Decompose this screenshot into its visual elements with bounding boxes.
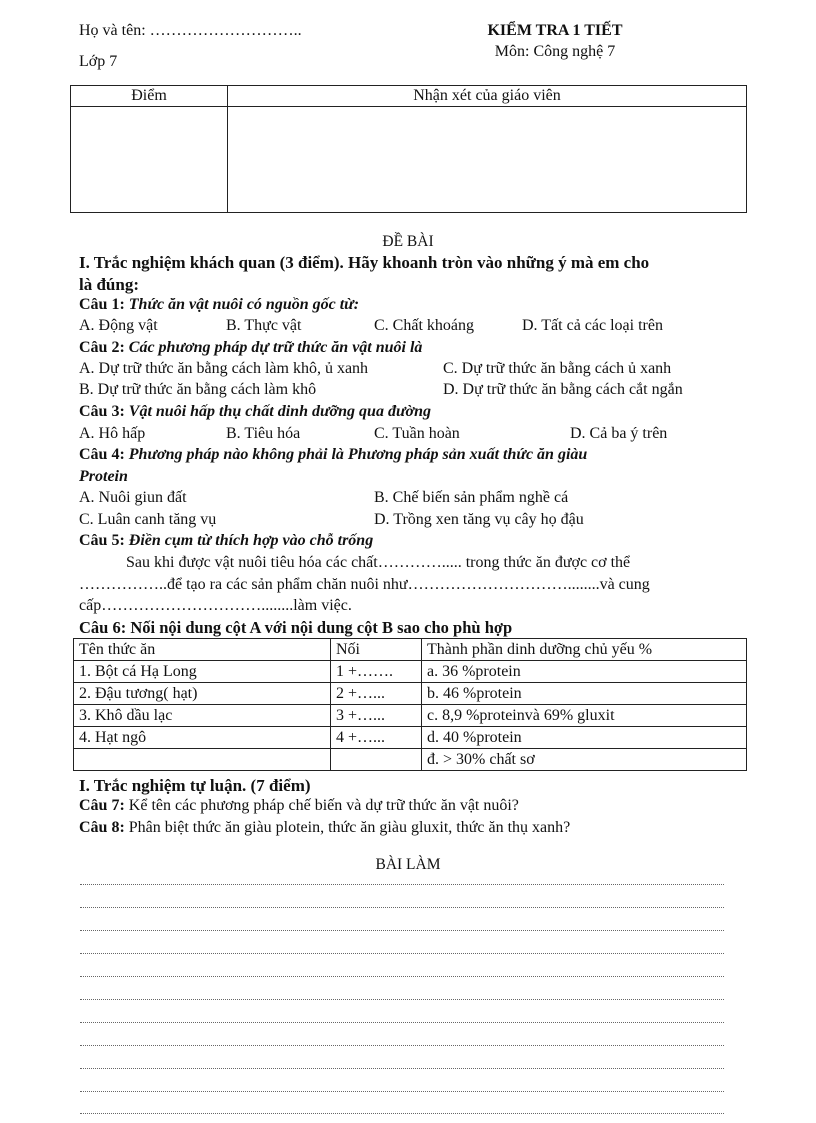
q4-text: Phương pháp nào không phải là Phương pháp sản xuất thức ăn giàu: [128, 446, 588, 463]
grade-table: [70, 85, 747, 213]
answer-line[interactable]: [80, 1022, 724, 1023]
section1-title-cont: là đúng:: [79, 275, 139, 294]
col-nutrition-header: Thành phần dinh dưỡng chủ yếu %: [422, 639, 747, 661]
q4-text-cont: Protein: [79, 468, 128, 485]
q2-option-a[interactable]: A. Dự trữ thức ăn bằng cách làm khô, ủ xanh: [79, 360, 369, 377]
q7-text: Kể tên các phương pháp chế biến và dự trữ thức ăn vật nuôi?: [128, 797, 519, 814]
col-match-header: Nối: [331, 639, 422, 661]
answer-line[interactable]: [80, 907, 724, 908]
match-cell: [331, 749, 422, 771]
q5-fill-line-3[interactable]: cấp…………………………........làm việc.: [79, 597, 352, 614]
nutrition-cell: d. 40 %protein: [422, 727, 747, 749]
food-cell: 4. Hạt ngô: [74, 727, 331, 749]
q2-text: Các phương pháp dự trữ thức ăn vật nuôi là: [128, 339, 423, 356]
answer-line[interactable]: [80, 999, 724, 1000]
subject-line: Môn: Công nghệ 7: [494, 43, 616, 60]
name-line: Họ và tên: ………………………..: [79, 22, 302, 39]
question-5: [79, 532, 373, 550]
q5-fill-line-1[interactable]: Sau khi được vật nuôi tiêu hóa các chất…………..... trong thức ăn được cơ thể: [126, 554, 631, 571]
question-8: [79, 819, 570, 837]
grade-comment-header: Nhận xét của giáo viên: [228, 86, 747, 107]
table-row: [74, 661, 747, 683]
food-cell: 3. Khô dầu lạc: [74, 705, 331, 727]
exam-title: KIỂM TRA 1 TIẾT: [487, 22, 623, 39]
q2-option-c[interactable]: C. Dự trữ thức ăn bằng cách ủ xanh: [443, 360, 672, 377]
q1-text: Thức ăn vật nuôi có nguồn gốc từ:: [128, 296, 360, 313]
nutrition-cell: a. 36 %protein: [422, 661, 747, 683]
match-cell[interactable]: 4 +…...: [331, 727, 422, 749]
matching-header-row: [74, 639, 747, 661]
match-cell[interactable]: 3 +…...: [331, 705, 422, 727]
question-1: [79, 296, 359, 314]
q2-option-b[interactable]: B. Dự trữ thức ăn bằng cách làm khô: [79, 381, 317, 398]
table-row: [74, 749, 747, 771]
q2-label: Câu 2:: [79, 339, 125, 356]
q4-option-a[interactable]: A. Nuôi giun đất: [79, 489, 187, 506]
question-6: Câu 6: Nối nội dung cột A với nội dung cột B sao cho phù hợp: [79, 618, 513, 637]
q1-option-c[interactable]: C. Chất khoáng: [374, 317, 474, 334]
q8-label: Câu 8:: [79, 819, 125, 836]
grade-score-header: Điểm: [71, 86, 228, 107]
match-cell[interactable]: 1 +…….: [331, 661, 422, 683]
question-4: [79, 446, 587, 464]
answer-line[interactable]: [80, 1068, 724, 1069]
question-7: [79, 797, 519, 815]
q2-option-d[interactable]: D. Dự trữ thức ăn bằng cách cắt ngắn: [443, 381, 683, 398]
question-3: [79, 403, 431, 421]
q1-option-d[interactable]: D. Tất cả các loại trên: [522, 317, 663, 334]
q5-label: Câu 5:: [79, 532, 125, 549]
q7-label: Câu 7:: [79, 797, 125, 814]
answer-line[interactable]: [80, 884, 724, 885]
food-cell: 2. Đậu tương( hạt): [74, 683, 331, 705]
matching-table: [73, 638, 747, 771]
q1-label: Câu 1:: [79, 296, 125, 313]
grade-score-cell[interactable]: [71, 107, 228, 213]
nutrition-cell: b. 46 %protein: [422, 683, 747, 705]
q3-option-a[interactable]: A. Hô hấp: [79, 425, 146, 442]
grade-comment-cell[interactable]: [228, 107, 747, 213]
col-food-header: Tên thức ăn: [74, 639, 331, 661]
section1-title: I. Trắc nghiệm khách quan (3 điểm). Hãy khoanh tròn vào những ý mà em cho: [79, 253, 650, 272]
q1-option-a[interactable]: A. Động vật: [79, 317, 158, 334]
q3-text: Vật nuôi hấp thụ chất dinh dưỡng qua đường: [128, 403, 432, 420]
food-cell: [74, 749, 331, 771]
table-row: [74, 705, 747, 727]
q4-option-b[interactable]: B. Chế biến sản phẩm nghề cá: [374, 489, 569, 506]
nutrition-cell: c. 8,9 %proteinvà 69% gluxit: [422, 705, 747, 727]
q4-option-c[interactable]: C. Luân canh tăng vụ: [79, 511, 217, 528]
answer-line[interactable]: [80, 976, 724, 977]
q3-label: Câu 3:: [79, 403, 125, 420]
q8-text: Phân biệt thức ăn giàu plotein, thức ăn giàu gluxit, thức ăn thụ xanh?: [128, 819, 571, 836]
question-2: [79, 339, 422, 357]
q4-option-d[interactable]: D. Trồng xen tăng vụ cây họ đậu: [374, 511, 584, 528]
answer-line[interactable]: [80, 1113, 724, 1114]
answer-line[interactable]: [80, 953, 724, 954]
class-line: Lớp 7: [79, 53, 118, 70]
exam-heading: ĐỀ BÀI: [382, 233, 434, 250]
answer-line[interactable]: [80, 930, 724, 931]
q4-label: Câu 4:: [79, 446, 125, 463]
q1-option-b[interactable]: B. Thực vật: [226, 317, 302, 334]
q5-text: Điền cụm từ thích hợp vào chỗ trống: [128, 532, 374, 549]
q5-fill-line-2[interactable]: ……………..để tạo ra các sản phẩm chăn nuôi như…………………………........và cung: [79, 576, 650, 593]
nutrition-cell: đ. > 30% chất sơ: [422, 749, 747, 771]
answer-heading: BÀI LÀM: [375, 856, 441, 873]
table-row: [74, 683, 747, 705]
table-row: [74, 727, 747, 749]
section2-title: I. Trắc nghiệm tự luận. (7 điểm): [79, 776, 311, 795]
match-cell[interactable]: 2 +…...: [331, 683, 422, 705]
q3-option-b[interactable]: B. Tiêu hóa: [226, 425, 301, 442]
answer-line[interactable]: [80, 1091, 724, 1092]
answer-line[interactable]: [80, 1045, 724, 1046]
q3-option-c[interactable]: C. Tuần hoàn: [374, 425, 460, 442]
q3-option-d[interactable]: D. Cả ba ý trên: [570, 425, 668, 442]
food-cell: 1. Bột cá Hạ Long: [74, 661, 331, 683]
